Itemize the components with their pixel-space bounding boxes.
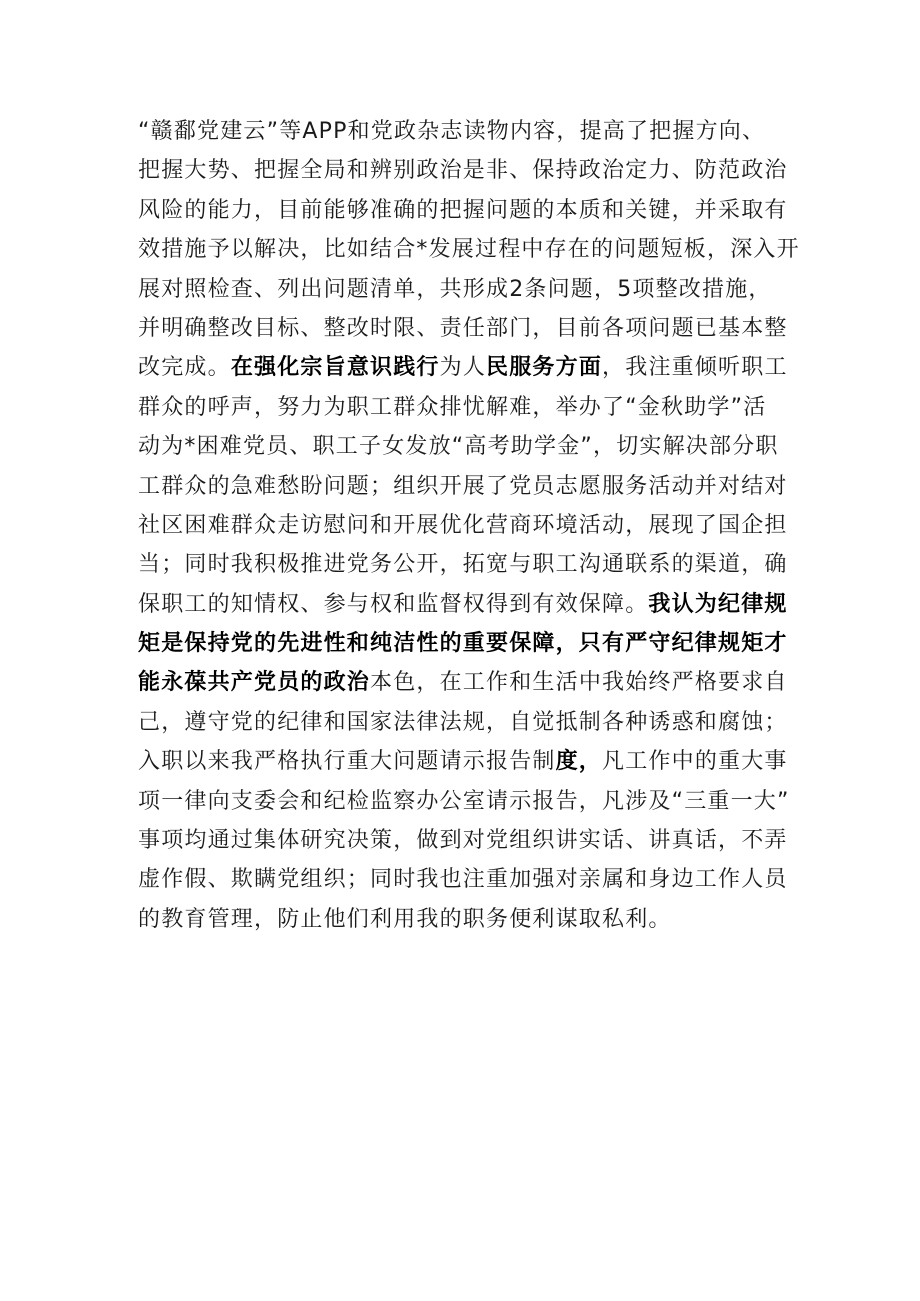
- bold-text-run: 矩是保持党的先进性和纯洁性的重要保障，只有严守纪律规矩才: [138, 631, 788, 657]
- text-run: 风险的能力，目前能够准确的把握问题的本质和关键，并采取有: [138, 197, 788, 223]
- bold-text-run: 民服务方面: [486, 355, 603, 381]
- text-run: 展对照检查、列出问题清单，共形成2条问题，5项整改措施，: [138, 276, 772, 302]
- text-run: 为人: [439, 355, 487, 381]
- text-run: ，我注重倾听职工: [602, 355, 788, 381]
- text-line: [138, 624, 798, 663]
- text-line: [138, 860, 798, 899]
- text-line: [138, 348, 798, 387]
- text-run: 凡工作中的重大事: [602, 749, 788, 775]
- text-line: [138, 309, 798, 348]
- text-run: 效措施予以解决，比如结合*发展过程中存在的问题短板，深入开: [138, 237, 800, 263]
- text-line: [138, 230, 798, 269]
- text-run: 改完成。: [138, 355, 231, 381]
- text-line: [138, 742, 798, 781]
- text-run: 把握大势、把握全局和辨别政治是非、保持政治定力、防范政治: [138, 158, 788, 184]
- body-paragraph: [138, 112, 798, 939]
- text-run: 入职以来我严格执行重大问题请示报告制: [138, 749, 556, 775]
- text-line: [138, 151, 798, 190]
- text-line: [138, 467, 798, 506]
- text-line: [138, 585, 798, 624]
- text-line: [138, 506, 798, 545]
- text-run: 的教育管理，防止他们利用我的职务便利谋取私利。: [138, 906, 672, 932]
- text-line: [138, 112, 798, 151]
- text-run: 己，遵守党的纪律和国家法律法规，自觉抵制各种诱惑和腐蚀；: [138, 709, 788, 735]
- text-run: 并明确整改目标、整改时限、责任部门，目前各项问题已基本整: [138, 315, 788, 341]
- text-line: [138, 427, 798, 466]
- text-run: 动为*困难党员、职工子女发放“高考助学金”，切实解决部分职: [138, 434, 779, 460]
- text-run: 事项均通过集体研究决策，做到对党组织讲实话、讲真话，不弄: [138, 828, 788, 854]
- text-line: [138, 900, 798, 939]
- text-run: 工群众的急难愁盼问题；组织开展了党员志愿服务活动并对结对: [138, 473, 788, 499]
- text-run: 本色，在工作和生活中我始终严格要求自: [370, 670, 788, 696]
- text-run: 保职工的知情权、参与权和监督权得到有效保障。: [138, 591, 649, 617]
- bold-text-run: 在强化宗旨意识践行: [230, 355, 440, 381]
- text-run: “赣鄱党建云”等APP和党政杂志读物内容，提高了把握方向、: [138, 119, 766, 144]
- text-line: [138, 703, 798, 742]
- text-line: [138, 388, 798, 427]
- text-line: [138, 270, 798, 309]
- text-line: [138, 663, 798, 702]
- bold-text-run: 我认为纪律规: [648, 591, 788, 617]
- text-run: 社区困难群众走访慰问和开展优化营商环境活动，展现了国企担: [138, 512, 788, 538]
- text-line: [138, 545, 798, 584]
- text-line: [138, 821, 798, 860]
- text-run: 群众的呼声，努力为职工群众排忧解难，举办了“金秋助学”活: [138, 394, 767, 420]
- text-run: 当；同时我积极推进党务公开，拓宽与职工沟通联系的渠道，确: [138, 552, 788, 578]
- text-line: [138, 782, 798, 821]
- text-run: 虚作假、欺瞒党组织；同时我也注重加强对亲属和身边工作人员: [138, 867, 788, 893]
- bold-text-run: 度，: [555, 749, 603, 775]
- text-line: [138, 191, 798, 230]
- bold-text-run: 能永葆共产党员的政治: [138, 670, 371, 696]
- text-run: 项一律向支委会和纪检监察办公室请示报告，凡涉及“三重一大”: [138, 788, 790, 814]
